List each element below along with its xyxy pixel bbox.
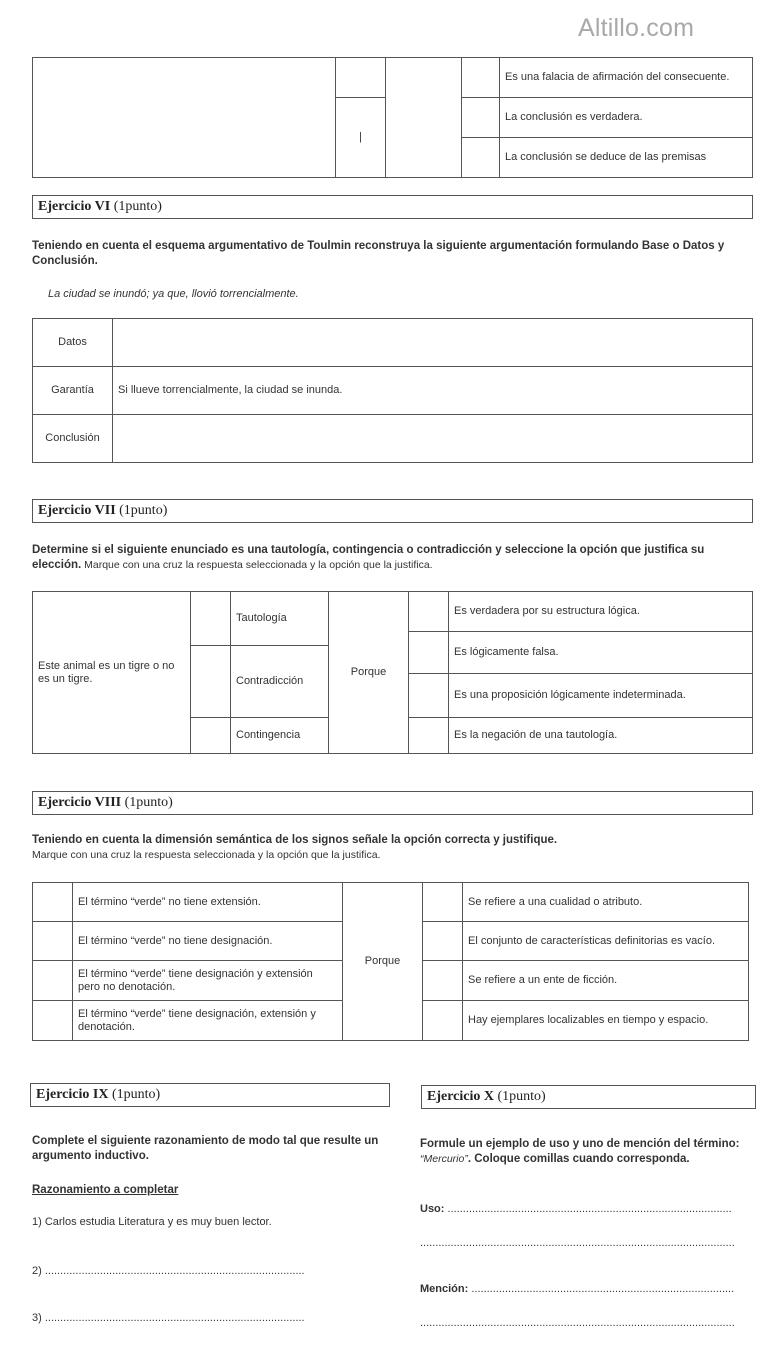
row-label: Conclusión	[33, 415, 113, 463]
exercise-title: Ejercicio X	[427, 1089, 494, 1104]
mark-cell[interactable]	[191, 718, 231, 754]
exercise-9-header	[30, 1083, 390, 1107]
mark-cell[interactable]	[191, 592, 231, 646]
mencion-answer-line-2[interactable]: .......................................................................................................	[420, 1317, 735, 1329]
uso-row	[420, 1202, 755, 1216]
reasoning-line-2[interactable]: 2) .....................................................................................	[32, 1265, 305, 1277]
toulmin-table	[32, 318, 753, 463]
exercise-points: (1punto)	[113, 199, 162, 214]
exercise-9-instruction: Complete el siguiente razonamiento de modo tal que resulte un argumento inductivo.	[32, 1135, 379, 1162]
instruction-bold: Teniendo en cuenta la dimensión semántica de los signos señale la opción correcta y justifique.	[32, 834, 558, 846]
exercise-10-instruction	[420, 1137, 760, 1167]
conclusion-answer[interactable]	[113, 415, 753, 463]
mark-cell[interactable]	[423, 922, 463, 961]
choice-text: El término “verde” tiene designación y extensión pero no denotación.	[73, 961, 343, 1001]
instruction-normal: Marque con una cruz la respuesta seleccionada y la opción que la justifica.	[32, 849, 381, 861]
instruction-normal: Marque con una cruz la respuesta seleccionada y la opción que la justifica.	[81, 559, 433, 571]
porque-label: Porque	[343, 883, 423, 1041]
exercise-7-header	[32, 499, 753, 523]
exercise-8-header	[32, 791, 753, 815]
reasoning-line-3[interactable]: 3) .....................................................................................	[32, 1312, 305, 1324]
term-mercurio: “Mercurio”	[420, 1153, 468, 1165]
uso-answer-line[interactable]: .............................................................................................	[447, 1203, 732, 1215]
exercise-title: Ejercicio IX	[36, 1087, 109, 1102]
mark-cell[interactable]	[33, 961, 73, 1001]
instruction-bold: Determine si el siguiente enunciado es una tautología, contingencia o contradicción y seleccione la opción que justifica su elección.	[32, 544, 705, 571]
exercise-9-subtitle: Razonamiento a completar	[32, 1184, 179, 1196]
reason-text: Se refiere a un ente de ficción.	[463, 961, 749, 1001]
exercise-title: Ejercicio VIII	[38, 795, 122, 810]
instruction-bold: Formule un ejemplo de uso y uno de mención del término:	[420, 1138, 740, 1150]
logic-choice-table	[32, 591, 753, 754]
exercise-6-instruction: Teniendo en cuenta el esquema argumentativo de Toulmin reconstruya la siguiente argumentación formulando Base o Datos y Conclusión.	[32, 240, 725, 267]
reason-text: Se refiere a una cualidad o atributo.	[463, 883, 749, 922]
option-text: La conclusión se deduce de las premisas	[500, 138, 753, 178]
mark-cell[interactable]	[409, 674, 449, 718]
reason-text: El conjunto de características definitorias es vacío.	[463, 922, 749, 961]
mark-cell[interactable]	[462, 58, 500, 98]
mencion-answer-line[interactable]: ......................................................................................	[471, 1283, 735, 1295]
mencion-row	[420, 1282, 755, 1296]
mark-cell[interactable]	[409, 718, 449, 754]
mark-cell[interactable]	[409, 632, 449, 674]
option-text: La conclusión es verdadera.	[500, 98, 753, 138]
datos-answer[interactable]	[113, 319, 753, 367]
exercise-7-instruction	[32, 543, 752, 573]
mencion-label: Mención:	[420, 1283, 469, 1295]
semantic-choice-table	[32, 882, 749, 1041]
porque-label: Porque	[329, 592, 409, 754]
row-label: Garantía	[33, 367, 113, 415]
exercise-6-argument: La ciudad se inundó; ya que, llovió torrencialmente.	[48, 288, 299, 300]
pipe-mark: |	[336, 98, 386, 178]
reason-text: Es la negación de una tautología.	[449, 718, 753, 754]
top-option-table	[32, 57, 753, 178]
exercise-8-instruction	[32, 833, 752, 863]
reasoning-line-1: 1) Carlos estudia Literatura y es muy buen lector.	[32, 1216, 272, 1228]
uso-label: Uso:	[420, 1203, 445, 1215]
option-text: Es una falacia de afirmación del consecuente.	[500, 58, 753, 98]
choice-text: El término “verde” tiene designación, extensión y denotación.	[73, 1001, 343, 1041]
garantia-value: Si llueve torrencialmente, la ciudad se inunda.	[113, 367, 753, 415]
exercise-10-header	[421, 1085, 756, 1109]
statement-cell: Este animal es un tigre o no es un tigre.	[33, 592, 191, 754]
row-label: Datos	[33, 319, 113, 367]
mark-cell[interactable]	[336, 58, 386, 98]
exercise-points: (1punto)	[497, 1089, 546, 1104]
watermark-logo: Altillo.com	[578, 14, 695, 42]
reason-text: Hay ejemplares localizables en tiempo y espacio.	[463, 1001, 749, 1041]
choice-tautologia: Tautología	[231, 592, 329, 646]
exercise-title: Ejercicio VII	[38, 503, 116, 518]
exercise-points: (1punto)	[111, 1087, 161, 1102]
instruction-tail: . Coloque comillas cuando corresponda.	[467, 1153, 690, 1165]
mark-cell[interactable]	[423, 1001, 463, 1041]
exercise-title: Ejercicio VI	[38, 199, 111, 214]
mark-cell[interactable]	[462, 98, 500, 138]
reason-text: Es lógicamente falsa.	[449, 632, 753, 674]
mark-cell[interactable]	[462, 138, 500, 178]
porque-cell	[386, 58, 462, 178]
choice-text: El término “verde” no tiene designación.	[73, 922, 343, 961]
answer-cell[interactable]	[33, 58, 336, 178]
mark-cell[interactable]	[33, 922, 73, 961]
mark-cell[interactable]	[423, 883, 463, 922]
reason-text: Es verdadera por su estructura lógica.	[449, 592, 753, 632]
mark-cell[interactable]	[409, 592, 449, 632]
choice-contingencia: Contingencia	[231, 718, 329, 754]
choice-text: El término “verde” no tiene extensión.	[73, 883, 343, 922]
uso-answer-line-2[interactable]: .......................................................................................................	[420, 1237, 735, 1249]
reason-text: Es una proposición lógicamente indeterminada.	[449, 674, 753, 718]
mark-cell[interactable]	[191, 646, 231, 718]
choice-contradiccion: Contradicción	[231, 646, 329, 718]
mark-cell[interactable]	[423, 961, 463, 1001]
mark-cell[interactable]	[33, 1001, 73, 1041]
exercise-6-header	[32, 195, 753, 219]
mark-cell[interactable]	[33, 883, 73, 922]
exercise-points: (1punto)	[124, 795, 173, 810]
exercise-points: (1punto)	[119, 503, 168, 518]
